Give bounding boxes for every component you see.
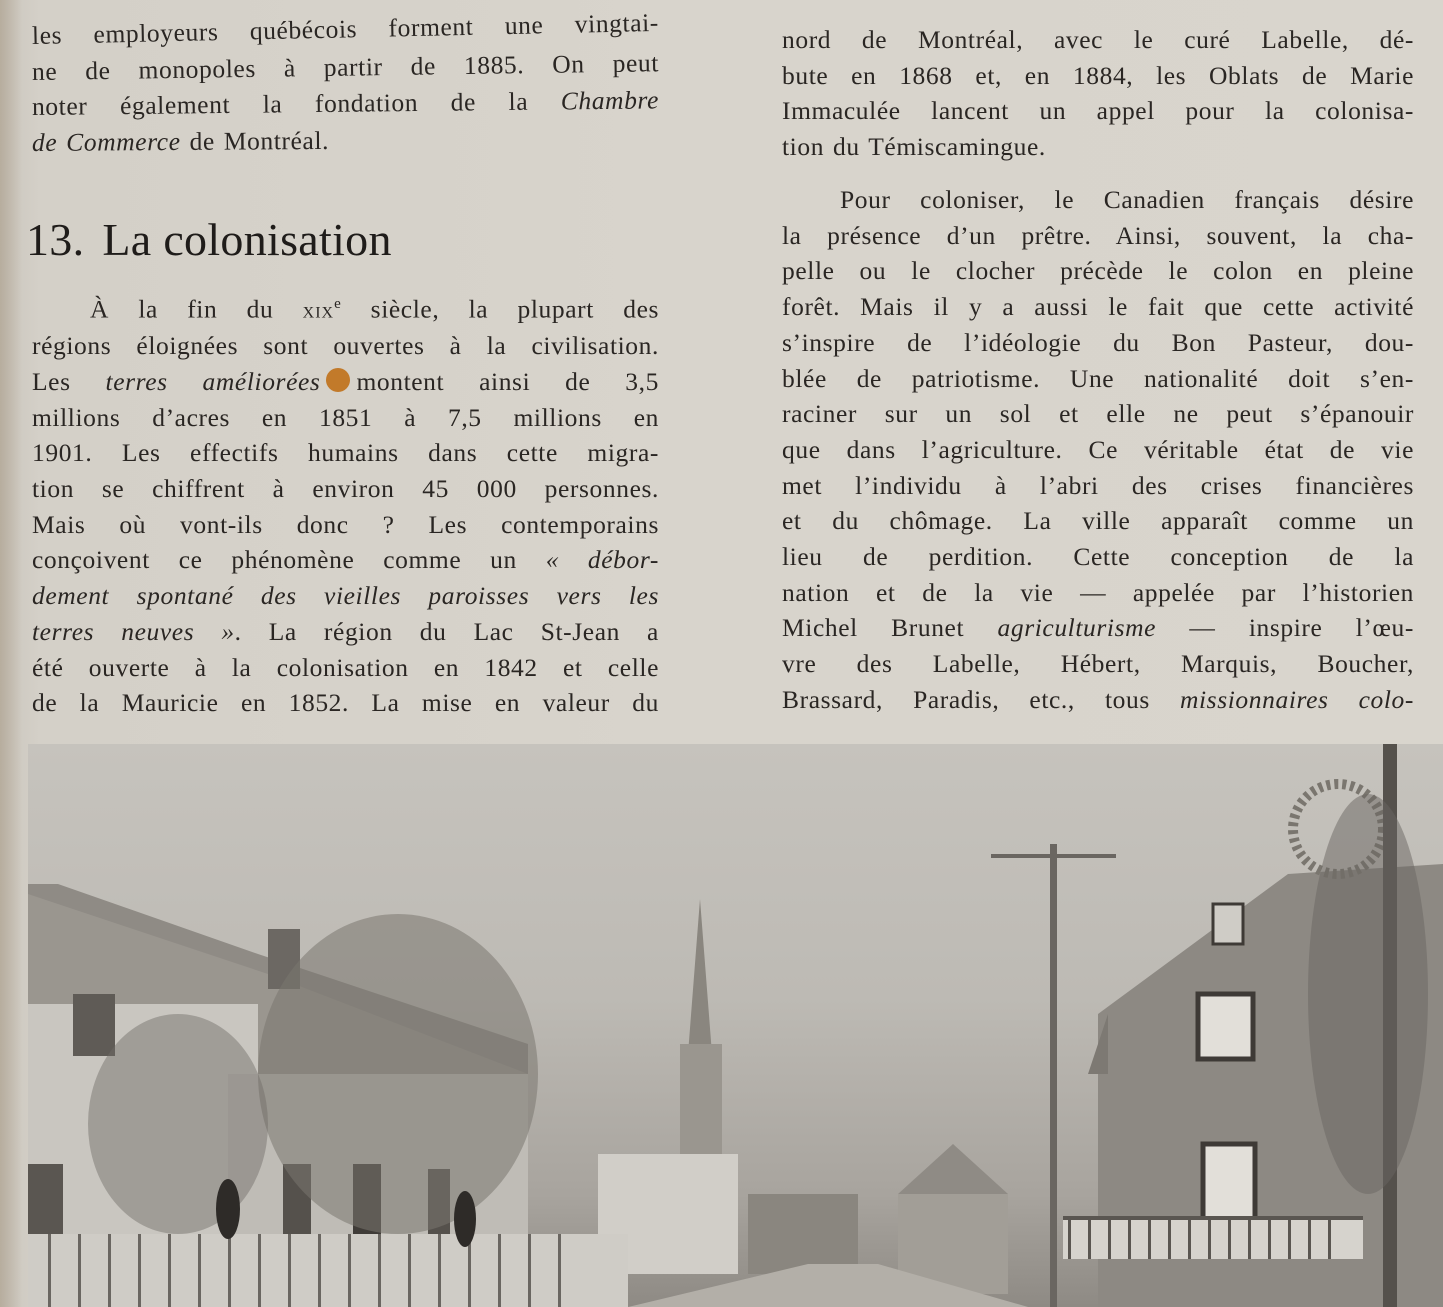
text-segment: montent ainsi de 3,5 bbox=[356, 366, 659, 396]
section-title: La colonisation bbox=[102, 214, 392, 265]
italic-quote: « débor- bbox=[545, 545, 659, 575]
text-line: blée de patriotisme. Une nationalité doit s’en- bbox=[782, 363, 1414, 393]
text-line: tion du Témiscamingue. bbox=[782, 132, 1046, 162]
italic-term: Chambre bbox=[560, 85, 660, 116]
text-line: été ouverte à la colonisation en 1842 et celle bbox=[32, 652, 659, 682]
text-segment: Michel Brunet bbox=[782, 613, 965, 643]
text-segment: siècle, la plupart des bbox=[370, 294, 660, 324]
italic-term: missionnaires colo- bbox=[1179, 684, 1414, 714]
text-line: de la Mauricie en 1852. La mise en valeur du bbox=[32, 688, 659, 718]
photo-illustration bbox=[28, 744, 1443, 1307]
text-line: régions éloignées sont ouvertes à la civilisation. bbox=[32, 331, 659, 361]
text-line: et du chômage. La ville apparaît comme un bbox=[782, 506, 1414, 536]
text-line: lieu de perdition. Cette conception de la bbox=[782, 542, 1414, 572]
text-segment: conçoivent ce phénomène comme un bbox=[32, 545, 517, 575]
italic-term: agriculturisme bbox=[997, 613, 1157, 643]
text-line-italic: dement spontané des vieilles paroisses vers les bbox=[32, 581, 659, 611]
italic-term: de Commerce bbox=[31, 127, 181, 158]
text-line: les employeurs québécois forment une vingtai- bbox=[31, 7, 660, 50]
text-line bbox=[32, 542, 659, 578]
text-segment: — inspire l’œu- bbox=[1189, 613, 1414, 643]
italic-term: terres améliorées bbox=[105, 366, 321, 396]
text-line bbox=[32, 83, 659, 125]
text-line: Mais où vont-ils donc ? Les contemporains bbox=[32, 509, 659, 539]
roman-numeral: xix bbox=[302, 297, 335, 323]
text-line: ne de monopoles à partir de 1885. On peut bbox=[31, 47, 660, 86]
text-segment: de Montréal. bbox=[189, 126, 330, 157]
text-line bbox=[32, 287, 659, 328]
text-line: la présence d’un prêtre. Ainsi, souvent, la cha- bbox=[782, 220, 1414, 250]
text-line: met l’individu à l’abri des crises financières bbox=[782, 470, 1414, 500]
text-line: que dans l’agriculture. Ce véritable état de vie bbox=[782, 434, 1414, 464]
italic-quote: terres neuves » bbox=[32, 616, 235, 646]
text-segment: Brassard, Paradis, etc., tous bbox=[782, 684, 1150, 714]
text-line: bute en 1868 et, en 1884, les Oblats de Marie bbox=[782, 60, 1414, 90]
text-line bbox=[32, 364, 659, 400]
text-line: tion se chiffrent à environ 45 000 personnes. bbox=[32, 474, 659, 504]
text-line: Immaculée lancent un appel pour la colonisa- bbox=[782, 96, 1414, 126]
text-line: s’inspire de l’idéologie du Bon Pasteur, dou- bbox=[782, 327, 1414, 357]
superscript: e bbox=[334, 296, 342, 312]
right-paragraph-coloniser bbox=[782, 182, 1414, 718]
text-line: nord de Montréal, avec le curé Labelle, dé- bbox=[782, 25, 1414, 54]
text-line: raciner sur un sol et elle ne peut s’épanouir bbox=[782, 399, 1414, 429]
text-line: millions d’acres en 1851 à 7,5 millions en bbox=[32, 402, 659, 432]
orange-reference-dot-icon bbox=[326, 368, 350, 392]
text-line: Pour coloniser, le Canadien français désire bbox=[840, 185, 1414, 214]
village-street-photo bbox=[28, 744, 1443, 1307]
text-line: pelle ou le clocher précède le colon en pleine bbox=[782, 256, 1414, 286]
left-intro-paragraph bbox=[31, 7, 660, 161]
text-line: 1901. Les effectifs humains dans cette migra- bbox=[32, 438, 659, 468]
text-line bbox=[32, 614, 659, 650]
left-paragraph-colonisation bbox=[32, 287, 659, 721]
text-segment: . La région du Lac St-Jean a bbox=[234, 616, 659, 646]
text-line: nation et de la vie — appelée par l’historien bbox=[782, 577, 1414, 607]
binding-shadow bbox=[0, 0, 22, 1307]
text-line bbox=[782, 610, 1414, 646]
right-intro-paragraph bbox=[782, 22, 1414, 165]
text-line bbox=[782, 682, 1414, 718]
text-line: vre des Labelle, Hébert, Marquis, Boucher, bbox=[782, 649, 1414, 679]
text-segment: À la fin du bbox=[90, 294, 274, 324]
text-line bbox=[32, 121, 659, 161]
text-segment: noter également la fondation de la bbox=[31, 87, 529, 122]
text-segment: Les bbox=[32, 366, 71, 396]
text-line: forêt. Mais il y a aussi le fait que cette activité bbox=[782, 292, 1414, 322]
section-heading bbox=[26, 210, 392, 270]
section-number: 13. bbox=[26, 214, 85, 265]
